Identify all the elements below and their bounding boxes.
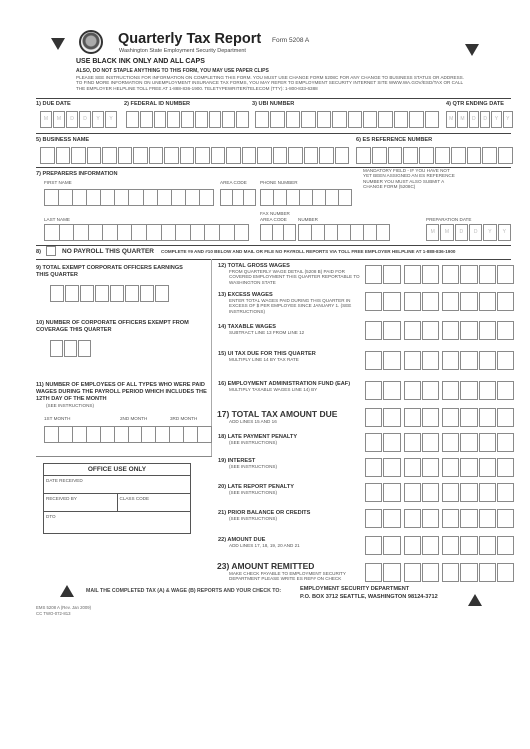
federal-id-field[interactable] xyxy=(126,111,250,128)
last-name-label: LAST NAME xyxy=(44,217,70,222)
first-name-label: FIRST NAME xyxy=(44,180,72,185)
divider xyxy=(36,98,511,99)
preparation-date-field[interactable] xyxy=(426,224,512,241)
item-21 xyxy=(218,510,363,521)
instruction-paragraph: PLEASE SEE INSTRUCTIONS FOR INFORMATION ON COMPLETING THIS FORM. YOU MUST USE CHANGE FORM 5208C FOR ANY CHANGE TO BUSINESS STATUS OR ADDRESS. TO FIND MORE INFORMATION ON UNEMPLOYMENT INSURANCE TAX FORMS, YOU MAY REFER TO EMPLOYMENT SECURITY INTERNET SITE WWW.WA.GOV/ESD/TAX OR CALL THE EMPLOYER HELPLINE TOLL FREE AT 1-888-836-1900. TELETYPEWRITER/TELECOM (TTY): 1-800-833-6388 xyxy=(76,75,464,91)
business-name-field[interactable] xyxy=(40,147,350,164)
date-digit-box[interactable]: D xyxy=(480,111,490,128)
item-22-label: 22) AMOUNT DUE xyxy=(218,537,266,543)
class-code-label: CLASS CODE xyxy=(117,494,191,511)
item-19-label: 19) INTEREST xyxy=(218,458,256,464)
first-name-field[interactable] xyxy=(44,189,214,206)
item-18-label: 18) LATE PAYMENT PENALTY xyxy=(218,434,298,440)
item-21-amount[interactable] xyxy=(365,509,515,528)
date-digit-box[interactable]: M xyxy=(457,111,467,128)
item-16-label: 16) EMPLOYMENT ADMINISTRATION FUND (EAF) xyxy=(218,381,351,387)
form-id-code: CC TWO-072-813 xyxy=(36,611,71,616)
item-12 xyxy=(218,263,363,285)
state-seal-icon xyxy=(79,30,103,54)
date-digit-box[interactable]: M xyxy=(440,224,453,241)
ubi-label: 3) UBI NUMBER xyxy=(252,101,295,107)
mail-instruction: MAIL THE COMPLETED TAX (A) & WAGE (B) REPORTS AND YOUR CHECK TO: xyxy=(86,588,282,594)
no-payroll-label: NO PAYROLL THIS QUARTER xyxy=(62,248,154,255)
item-21-note: (SEE INSTRUCTIONS) xyxy=(229,516,277,521)
business-name-label: 5) BUSINESS NAME xyxy=(36,137,90,143)
item-19-note: (SEE INSTRUCTIONS) xyxy=(229,464,277,469)
item-18-note: (SEE INSTRUCTIONS) xyxy=(229,440,277,445)
item-22 xyxy=(218,537,363,548)
item-18 xyxy=(218,434,363,445)
phone-number-label: PHONE NUMBER xyxy=(260,180,298,185)
federal-id-label: 2) FEDERAL ID NUMBER xyxy=(124,101,191,107)
item-15-amount[interactable] xyxy=(365,351,515,370)
item-17-note: ADD LINES 15 AND 16 xyxy=(229,419,277,424)
office-use-box xyxy=(43,463,191,534)
date-digit-box[interactable]: M xyxy=(40,111,52,128)
mandatory-note: MANDATORY FIELD - IF YOU HAVE NOT YET BEEN ASSIGNED AN ES REFERENCE NUMBER YOU MUST ALSO SUBMIT A CHANGE FORM (5208C) xyxy=(363,168,455,190)
date-digit-box[interactable]: Y xyxy=(92,111,104,128)
item-23-note: MAKE CHECK PAYABLE TO EMPLOYMENT SECURITY DEPARTMENT PLEASE WRITE ES REF# ON CHECK xyxy=(229,571,346,582)
item-20-label: 20) LATE REPORT PENALTY xyxy=(218,484,294,490)
month-2-label: 2ND MONTH xyxy=(120,416,148,421)
preparer-label: 7) PREPARERS INFORMATION xyxy=(36,171,118,177)
fax-number-label: FAX NUMBER xyxy=(260,211,290,216)
item-20 xyxy=(218,484,363,495)
item-21-label: 21) PRIOR BALANCE OR CREDITS xyxy=(218,510,311,516)
item-17-label: 17) TOTAL TAX AMOUNT DUE xyxy=(217,409,338,419)
date-digit-box[interactable]: D xyxy=(469,224,482,241)
item-13-label: 13) EXCESS WAGES xyxy=(218,292,273,298)
item-10-field[interactable] xyxy=(50,340,92,357)
mailing-address: P.O. BOX 3712 SEATTLE, WASHINGTON 98124-3712 xyxy=(300,594,438,600)
date-digit-box[interactable]: Y xyxy=(491,111,501,128)
date-digit-box[interactable]: D xyxy=(79,111,91,128)
ink-instruction: USE BLACK INK ONLY AND ALL CAPS xyxy=(76,58,205,65)
due-date-label: 1) DUE DATE xyxy=(36,101,71,107)
item-22-amount[interactable] xyxy=(365,536,515,555)
form-number: Form 5208 A xyxy=(272,37,310,44)
received-by-label: RECEIVED BY xyxy=(46,496,77,501)
date-digit-box[interactable]: Y xyxy=(498,224,511,241)
item-23 xyxy=(217,561,365,582)
item-12-note: FROM QUARTERLY WAGE DETAIL (5208 B) PAID FOR COVERED EMPLOYMENT THIS QUARTER REPORTABLE TO WASHINGTON STATE xyxy=(229,269,360,285)
item-11-field[interactable] xyxy=(44,426,212,443)
date-digit-box[interactable]: Y xyxy=(105,111,117,128)
item-14 xyxy=(218,324,363,335)
item-13-amount[interactable] xyxy=(365,292,515,311)
fax-area-code-field[interactable] xyxy=(260,224,296,241)
item-12-label: 12) TOTAL GROSS WAGES xyxy=(218,263,290,269)
item-12-amount[interactable] xyxy=(365,265,515,284)
item-18-amount[interactable] xyxy=(365,433,515,452)
item-9-field[interactable] xyxy=(50,285,170,302)
date-digit-box[interactable]: Y xyxy=(503,111,513,128)
item-14-label: 14) TAXABLE WAGES xyxy=(218,324,277,330)
office-row xyxy=(44,475,190,493)
month-1-label: 1ST MONTH xyxy=(44,416,71,421)
date-digit-box[interactable]: D xyxy=(469,111,479,128)
divider xyxy=(36,259,511,260)
item-15 xyxy=(218,351,363,362)
no-payroll-checkbox[interactable] xyxy=(46,246,56,256)
divider xyxy=(36,245,511,246)
preparation-date-label: PREPARATION DATE xyxy=(426,217,472,222)
department-name: EMPLOYMENT SECURITY DEPARTMENT xyxy=(300,586,410,592)
date-digit-box[interactable]: D xyxy=(455,224,468,241)
date-received-label: DATE RECEIVED xyxy=(46,478,83,483)
fax-number-sublabel: NUMBER xyxy=(298,217,318,222)
divider xyxy=(36,456,212,457)
month-3-label: 3RD MONTH xyxy=(170,416,198,421)
item-23-amount[interactable] xyxy=(365,563,515,582)
office-row xyxy=(44,511,190,533)
item-23-label: 23) AMOUNT REMITTED xyxy=(217,561,315,571)
qtr-ending-label: 4) QTR ENDING DATE xyxy=(446,101,505,107)
date-digit-box[interactable]: M xyxy=(426,224,439,241)
registration-mark-icon xyxy=(51,38,65,50)
form-title: Quarterly Tax Report xyxy=(118,31,262,47)
last-name-field[interactable] xyxy=(44,224,249,241)
item-9-label: 9) TOTAL EXEMPT CORPORATE OFFICERS EARNINGS THIS QUARTER xyxy=(36,265,183,278)
item-19-amount[interactable] xyxy=(365,458,515,477)
office-row xyxy=(44,493,190,511)
staple-instruction: ALSO, DO NOT STAPLE ANYTHING TO THIS FORM, YOU MAY USE PAPER CLIPS xyxy=(76,68,269,74)
item-11-note: (SEE INSTRUCTIONS) xyxy=(46,403,94,408)
item-17 xyxy=(217,409,365,424)
fax-number-field[interactable] xyxy=(298,224,390,241)
no-payroll-number: 8) xyxy=(36,249,41,255)
item-15-note: MULTIPLY LINE 14 BY TAX RATE xyxy=(229,357,299,362)
item-20-note: (SEE INSTRUCTIONS) xyxy=(229,490,277,495)
ubi-field[interactable] xyxy=(255,111,440,128)
item-16-note: MULTIPLY TAXABLE WAGES LINE 14) BY xyxy=(229,387,318,392)
area-code-label: AREA CODE xyxy=(220,180,247,185)
dto-label: DTO xyxy=(46,514,56,519)
item-16 xyxy=(218,381,363,392)
phone-number-field[interactable] xyxy=(260,189,352,206)
registration-mark-icon xyxy=(465,44,479,56)
item-11-label: 11) NUMBER OF EMPLOYEES OF ALL TYPES WHO WERE PAID WAGES DURING THE PAYROLL PERIOD WHICH INCLUDES THE 12TH DAY OF THE MONTH xyxy=(36,382,207,402)
registration-mark-icon xyxy=(60,585,74,597)
date-digit-box[interactable]: D xyxy=(66,111,78,128)
no-payroll-note: COMPLETE #9 AND #10 BELOW AND MAIL OR FILE NO PAYROLL REPORTS VIA TOLL FREE EMPLOYER HELPLINE AT 1-888-836-1900 xyxy=(161,249,456,254)
area-code-field[interactable] xyxy=(220,189,256,206)
agency-name: Washington State Employment Security Department xyxy=(119,48,246,54)
item-20-amount[interactable] xyxy=(365,483,515,502)
registration-mark-icon xyxy=(468,594,482,606)
item-14-amount[interactable] xyxy=(365,321,515,340)
qtr-ending-field[interactable] xyxy=(446,111,514,128)
due-date-field[interactable] xyxy=(40,111,118,128)
date-digit-box[interactable]: M xyxy=(446,111,456,128)
fax-area-code-label: AREA CODE xyxy=(260,217,287,222)
item-13 xyxy=(218,292,363,314)
item-10-label: 10) NUMBER OF CORPORATE OFFICERS EXEMPT FROM COVERAGE THIS QUARTER xyxy=(36,320,189,333)
office-use-title: OFFICE USE ONLY xyxy=(87,466,147,473)
form-id: EMS 5208 A (Rev. Jan 2009) xyxy=(36,605,92,610)
date-digit-box[interactable]: Y xyxy=(483,224,496,241)
item-15-label: 15) UI TAX DUE FOR THIS QUARTER xyxy=(218,351,316,357)
item-22-note: ADD LINES 17, 18, 19, 20 AND 21 xyxy=(229,543,300,548)
item-17-amount[interactable] xyxy=(365,408,515,427)
item-14-note: SUBTRACT LINE 13 FROM LINE 12 xyxy=(229,330,305,335)
divider xyxy=(36,133,511,134)
es-reference-field[interactable] xyxy=(356,147,514,164)
item-16-amount[interactable] xyxy=(365,381,515,400)
es-reference-label: 6) ES REFERENCE NUMBER xyxy=(356,137,433,143)
item-19 xyxy=(218,458,363,469)
item-13-note: ENTER TOTAL WAGES PAID DURING THIS QUARTER IN EXCESS OF $ PER EMPLOYEE SINCE JANUARY 1. (SEE INSTRUCTIONS) xyxy=(229,298,352,314)
date-digit-box[interactable]: M xyxy=(53,111,65,128)
